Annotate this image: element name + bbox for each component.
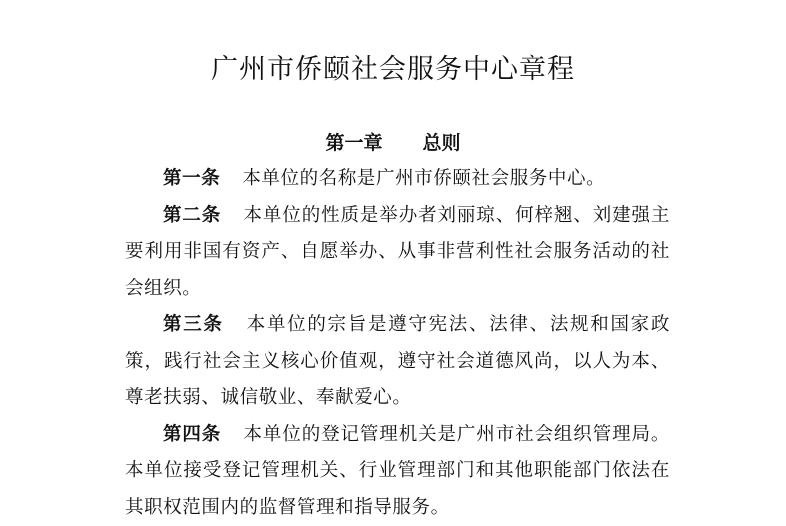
- article-number: 第二条: [163, 205, 221, 226]
- article-4: [125, 417, 670, 526]
- document-title: 广州市侨颐社会服务中心章程: [0, 52, 786, 88]
- article-2: [125, 198, 670, 308]
- article-text: 本单位的宗旨是遵守宪法、法律、法规和国家政策，践行社会主义核心价值观，遵守社会道德风尚，以人为本、尊老扶弱、诚信敬业、奉献爱心。: [125, 314, 670, 408]
- article-text: 本单位的性质是举办者刘丽琼、何梓翘、刘建强主要利用非国有资产、自愿举办、从事非营利性社会服务活动的社会组织。: [125, 205, 670, 299]
- article-text: 本单位的名称是广州市侨颐社会服务中心。: [242, 168, 605, 189]
- chapter-heading: [0, 129, 786, 157]
- article-text: 本单位的登记管理机关是广州市社会组织管理局。本单位接受登记管理机关、行业管理部门和其他职能部门依法在其职权范围内的监督管理和指导服务。: [125, 424, 670, 518]
- article-3: [125, 307, 670, 417]
- article-number: 第一条: [163, 168, 220, 189]
- article-number: 第三条: [163, 314, 224, 335]
- article-number: 第四条: [163, 424, 221, 445]
- chapter-number: 第一章: [325, 132, 382, 154]
- article-1: [125, 161, 670, 198]
- article-list: [125, 161, 670, 526]
- chapter-title: 总则: [423, 132, 461, 154]
